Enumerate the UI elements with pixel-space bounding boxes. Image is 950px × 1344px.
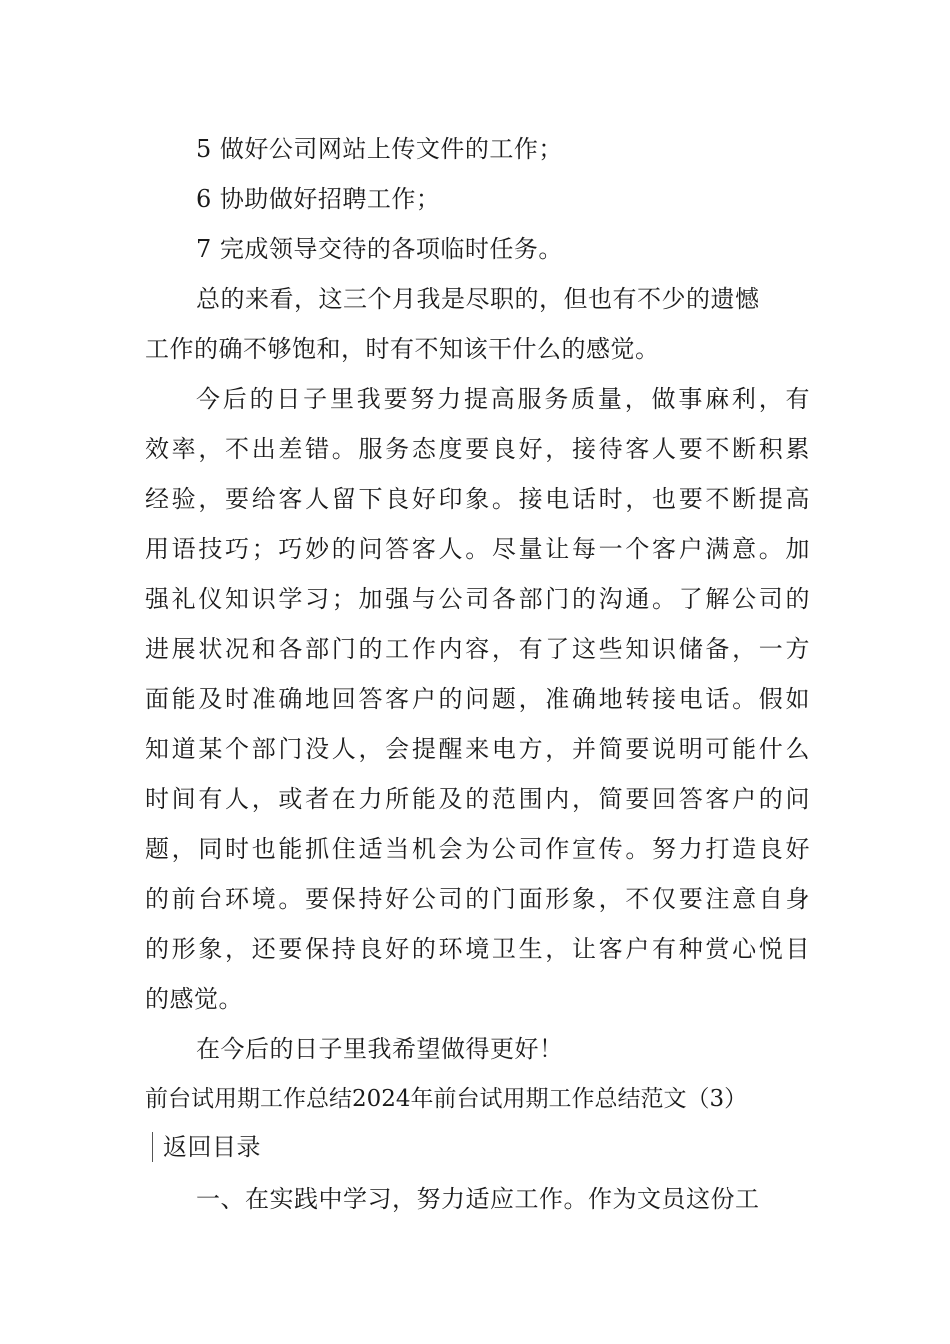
paragraph-line: 进展状况和各部门的工作内容，有了这些知识储备，一方: [145, 635, 810, 663]
closing-line: 在今后的日子里我希望做得更好！: [196, 1035, 564, 1063]
paragraph-line: 总的来看，这三个月我是尽职的，但也有不少的遗憾: [196, 285, 760, 313]
paragraph-line: 工作的确不够饱和，时有不知该干什么的感觉。: [145, 335, 660, 363]
paragraph-line: 知道某个部门没人，会提醒来电方，并简要说明可能什么: [145, 735, 810, 763]
paragraph-line: 的形象，还要保持良好的环境卫生，让客户有种赏心悦目: [145, 935, 810, 963]
paragraph-line: 今后的日子里我要努力提高服务质量，做事麻利，有: [196, 385, 810, 413]
paragraph-line: 效率，不出差错。服务态度要良好，接待客人要不断积累: [145, 435, 810, 463]
paragraph-line: 的前台环境。要保持好公司的门面形象，不仅要注意自身: [145, 885, 810, 913]
paragraph-line: 用语技巧；巧妙的问答客人。尽量让每一个客户满意。加: [145, 535, 810, 563]
back-to-toc-link[interactable]: 返回目录: [152, 1132, 261, 1162]
paragraph-line: 经验，要给客人留下良好印象。接电话时，也要不断提高: [145, 485, 810, 513]
paragraph-line: 面能及时准确地回答客户的问题，准确地转接电话。假如: [145, 685, 810, 713]
paragraph-line: 强礼仪知识学习；加强与公司各部门的沟通。了解公司的: [145, 585, 810, 613]
paragraph-line: 时间有人，或者在力所能及的范围内，简要回答客户的问: [145, 785, 810, 813]
list-item-5: 5 做好公司网站上传文件的工作；: [196, 135, 563, 163]
paragraph-line: 一、在实践中学习，努力适应工作。作为文员这份工: [196, 1185, 760, 1213]
paragraph-line: 的感觉。: [145, 985, 243, 1013]
list-item-7: 7 完成领导交待的各项临时任务。: [196, 235, 563, 263]
toc-row: [148, 1132, 813, 1162]
section-title: 前台试用期工作总结2024年前台试用期工作总结范文（3）: [145, 1086, 748, 1112]
list-item-6: 6 协助做好招聘工作；: [196, 185, 441, 213]
paragraph-line: 题，同时也能抓住适当机会为公司作宣传。努力打造良好: [145, 835, 810, 863]
